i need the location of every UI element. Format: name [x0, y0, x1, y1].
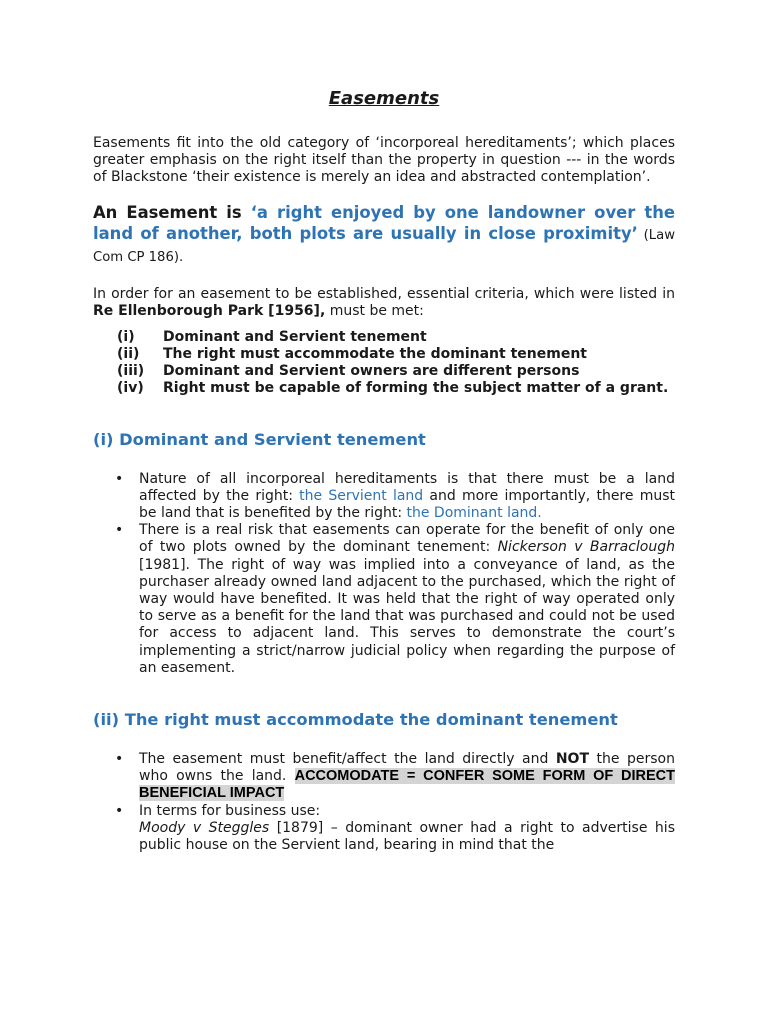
highlighted-definition: ACCOMODATE = CONFER SOME FORM OF DIRECT BENEFICIAL IMPACT	[139, 768, 675, 802]
text-run: Nature of all incorporeal hereditaments is that there must be a land affected by the right:	[139, 470, 675, 504]
text-run: There is a real risk that easements can operate for the benefit of only one of two plots owned by the dominant tenement:	[139, 522, 675, 556]
text-run: [1981]. The right of way was implied into a conveyance of land, as the purchaser already owned land adjacent to the purchased, which the right of way would have benefited. It was held that the right of way operated only to serve as a benefit for the land that was purchased and could not be used for access to adjacent land. This serves to demonstrate the court’s implementing a strict/narrow judicial policy when regarding the purpose of an easement.	[139, 556, 675, 676]
text-run: The easement must benefit/affect the land directly and	[139, 750, 556, 767]
criteria-item	[117, 346, 675, 363]
list-item	[115, 803, 675, 855]
text-run: the person who owns the land.	[139, 750, 675, 785]
criteria-intro-text: In order for an easement to be established, essential criteria, which were listed in	[93, 285, 675, 302]
criteria-intro-text-end: must be met:	[325, 302, 424, 319]
criteria-text: Dominant and Servient tenement	[163, 328, 427, 345]
section2-bullet-list	[115, 751, 675, 854]
bullet-icon: •	[115, 522, 124, 539]
list-item	[115, 522, 675, 677]
definition-quote: ‘a right enjoyed by one landowner over the land of another, both plots are usually in close proximity’	[93, 203, 675, 243]
criteria-number: (iii)	[117, 362, 145, 379]
easement-definition	[93, 203, 675, 269]
case-name: Nickerson v Barraclough	[497, 539, 675, 556]
criteria-list	[117, 329, 675, 397]
criteria-number: (i)	[117, 328, 135, 345]
criteria-number: (ii)	[117, 345, 140, 362]
definition-lead: An Easement is	[93, 203, 251, 222]
text-run: In terms for business use:	[139, 802, 321, 819]
list-item	[115, 471, 675, 523]
criteria-item	[117, 363, 675, 380]
bullet-text	[139, 522, 675, 677]
criteria-text: The right must accommodate the dominant tenement	[163, 345, 587, 362]
section-heading-dominant-servient: (i) Dominant and Servient tenement	[93, 429, 426, 449]
dominant-land-term: the Dominant land.	[406, 504, 542, 521]
section1-bullet-list	[115, 471, 675, 677]
criteria-text: Right must be capable of forming the subject matter of a grant.	[163, 379, 669, 396]
emphasis-not: NOT	[555, 750, 590, 767]
section-heading-accommodate: (ii) The right must accommodate the dominant tenement	[93, 709, 618, 729]
criteria-intro	[93, 286, 675, 320]
bullet-text	[139, 751, 675, 803]
servient-land-term: the Servient land	[299, 487, 424, 504]
criteria-number: (iv)	[117, 379, 144, 396]
case-name: Re Ellenborough Park [1956],	[93, 302, 326, 319]
list-item	[115, 751, 675, 803]
criteria-text: Dominant and Servient owners are different persons	[163, 362, 580, 379]
text-run: [1879] – dominant owner had a right to advertise his public house on the Servient land, bearing in mind that the	[139, 819, 675, 853]
bullet-icon: •	[115, 470, 124, 487]
case-name: Moody v Steggles	[139, 819, 270, 836]
bullet-text	[139, 471, 675, 523]
criteria-item	[117, 329, 675, 346]
document-title: Easements	[328, 88, 440, 109]
bullet-icon: •	[115, 802, 124, 819]
bullet-text	[139, 803, 675, 855]
text-run: and more importantly, there must be land that is benefited by the right:	[139, 487, 676, 521]
definition-source: (Law Com CP 186).	[93, 227, 675, 265]
document-page	[93, 88, 675, 854]
criteria-item	[117, 380, 675, 397]
intro-paragraph: Easements fit into the old category of ‘incorporeal hereditaments’; which places greater emphasis on the right itself than the property in question --- in the words of Blackstone ‘their existence is merely an idea and abstracted contemplation’.	[93, 135, 675, 185]
bullet-icon: •	[115, 750, 124, 767]
